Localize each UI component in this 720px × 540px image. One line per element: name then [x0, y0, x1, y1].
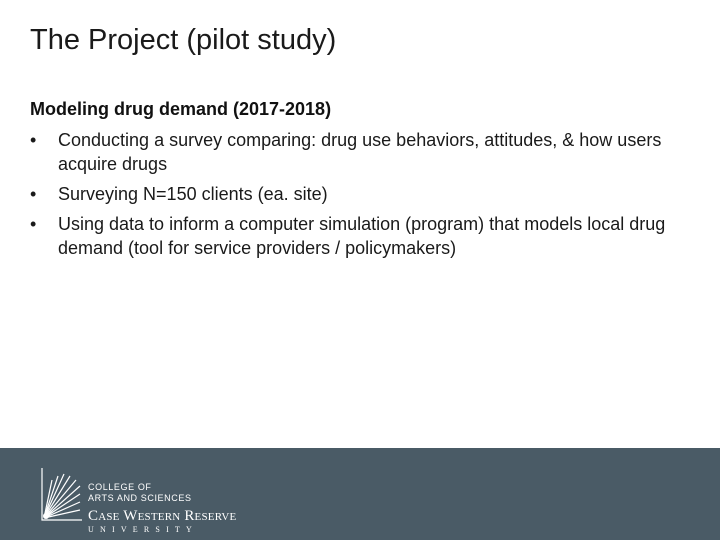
logo-line-arts: ARTS AND SCIENCES: [88, 493, 192, 503]
university-logo: [40, 466, 250, 534]
bullet-text: Surveying N=150 clients (ea. site): [58, 184, 328, 204]
bullet-marker: •: [30, 130, 37, 150]
bullet-list: [30, 128, 700, 260]
slide-content: [30, 98, 700, 266]
logo-text: [88, 482, 236, 534]
logo-line-case: Case Western Reserve: [88, 508, 237, 524]
logo-line-university: UNIVERSITY: [88, 525, 198, 534]
logo-line-college: COLLEGE OF: [88, 482, 152, 492]
bullet-marker: •: [30, 214, 37, 234]
slide-title: The Project (pilot study): [30, 24, 337, 56]
sunburst-logo-icon: [40, 466, 84, 522]
bullet-item: [30, 182, 700, 206]
bullet-item: [30, 212, 700, 260]
footer-bar: [0, 448, 720, 540]
slide-subheading: Modeling drug demand (2017-2018): [30, 99, 332, 119]
bullet-item: [30, 128, 700, 176]
bullet-text: Conducting a survey comparing: drug use behaviors, attitudes, & how users acquire drugs: [58, 130, 662, 174]
bullet-marker: •: [30, 184, 37, 204]
bullet-text: Using data to inform a computer simulation (program) that models local drug demand (tool for service providers / policymakers): [58, 214, 666, 258]
